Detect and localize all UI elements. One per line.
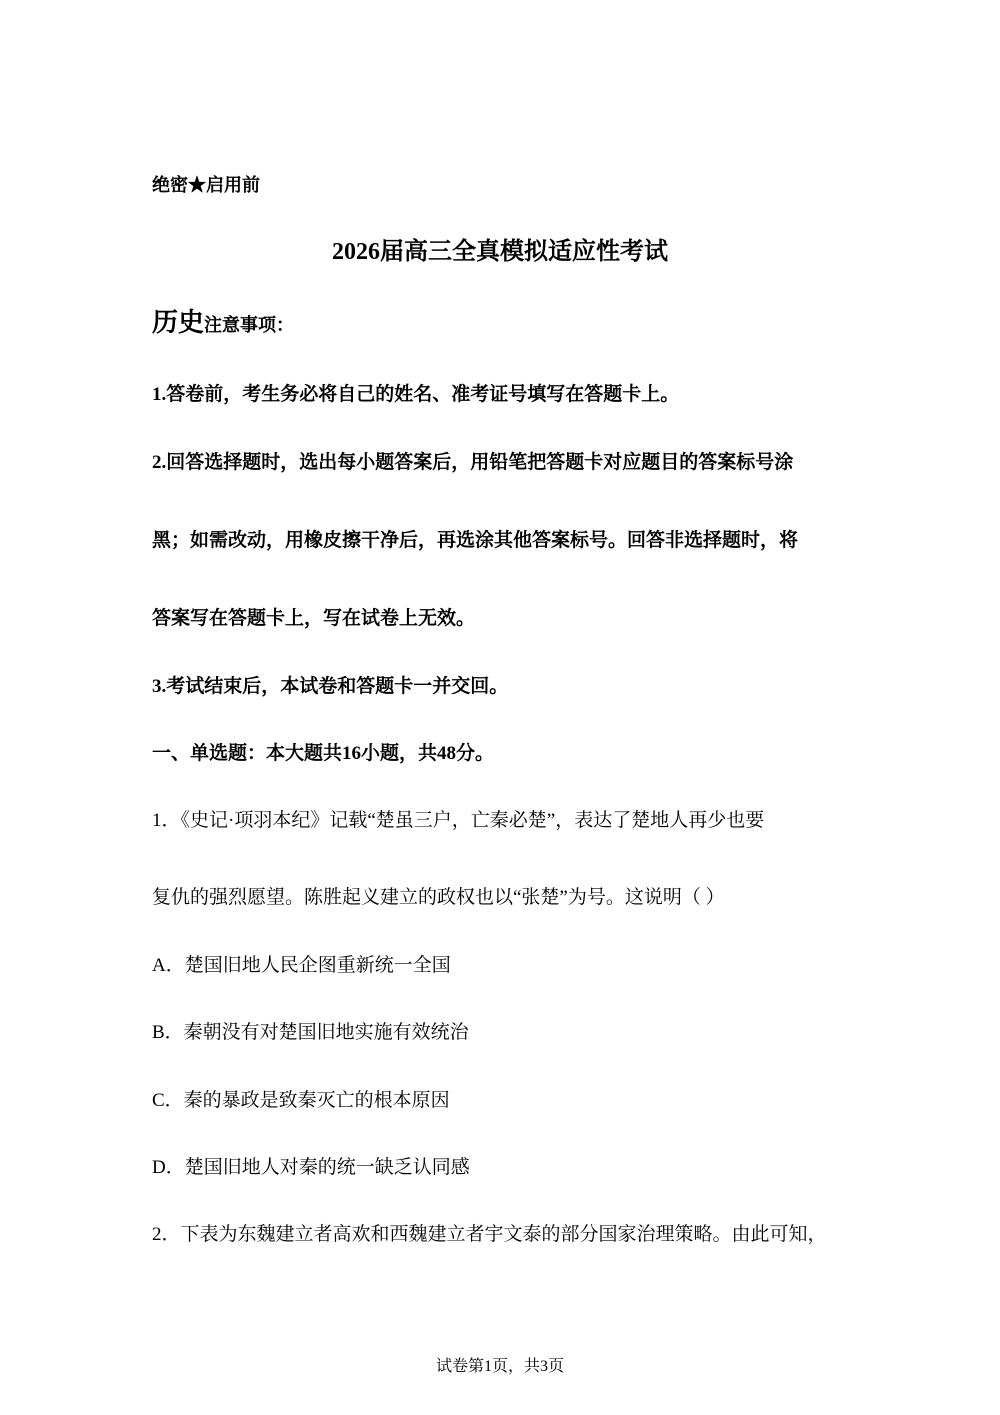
question-1-stem-line-1: 1．《史记·项羽本纪》记载“楚虽三户，亡秦必楚”，表达了楚地人再少也要 xyxy=(152,810,765,831)
instruction-2-line-2: 黑；如需改动，用橡皮擦干净后，再选涂其他答案标号。回答非选择题时，将 xyxy=(152,530,799,551)
instruction-1: 1.答卷前，考生务必将自己的姓名、准考证号填写在答题卡上。 xyxy=(152,384,680,405)
question-1-option-b: B．秦朝没有对楚国旧地实施有效统治 xyxy=(152,1022,469,1043)
section-heading: 一、单选题：本大题共16小题，共48分。 xyxy=(152,743,495,764)
subject-row xyxy=(152,310,294,339)
question-1-option-a: A．楚国旧地人民企图重新统一全国 xyxy=(152,955,451,976)
notice-heading: 注意事项： xyxy=(204,315,295,335)
question-2-stem-line-1: 2．下表为东魏建立者高欢和西魏建立者宇文泰的部分国家治理策略。由此可知， xyxy=(152,1224,827,1245)
subject-label: 历史 xyxy=(152,308,205,337)
question-1-stem-line-2: 复仇的强烈愿望。陈胜起义建立的政权也以“张楚”为号。这说明（ ） xyxy=(152,887,725,908)
page-footer: 试卷第1页，共3页 xyxy=(435,1358,564,1375)
instruction-2-line-1: 2.回答选择题时，选出每小题答案后，用铅笔把答题卡对应题目的答案标号涂 xyxy=(152,452,794,473)
question-1-option-c: C．秦的暴政是致秦灭亡的根本原因 xyxy=(152,1090,450,1111)
instruction-3: 3.考试结束后，本试卷和答题卡一并交回。 xyxy=(152,676,509,697)
confidential-label: 绝密★启用前 xyxy=(152,175,260,195)
instruction-2-line-3: 答案写在答题卡上，写在试卷上无效。 xyxy=(152,608,476,629)
question-1-option-d: D．楚国旧地人对秦的统一缺乏认同感 xyxy=(152,1157,470,1178)
exam-title: 2026届高三全真模拟适应性考试 xyxy=(332,239,668,265)
